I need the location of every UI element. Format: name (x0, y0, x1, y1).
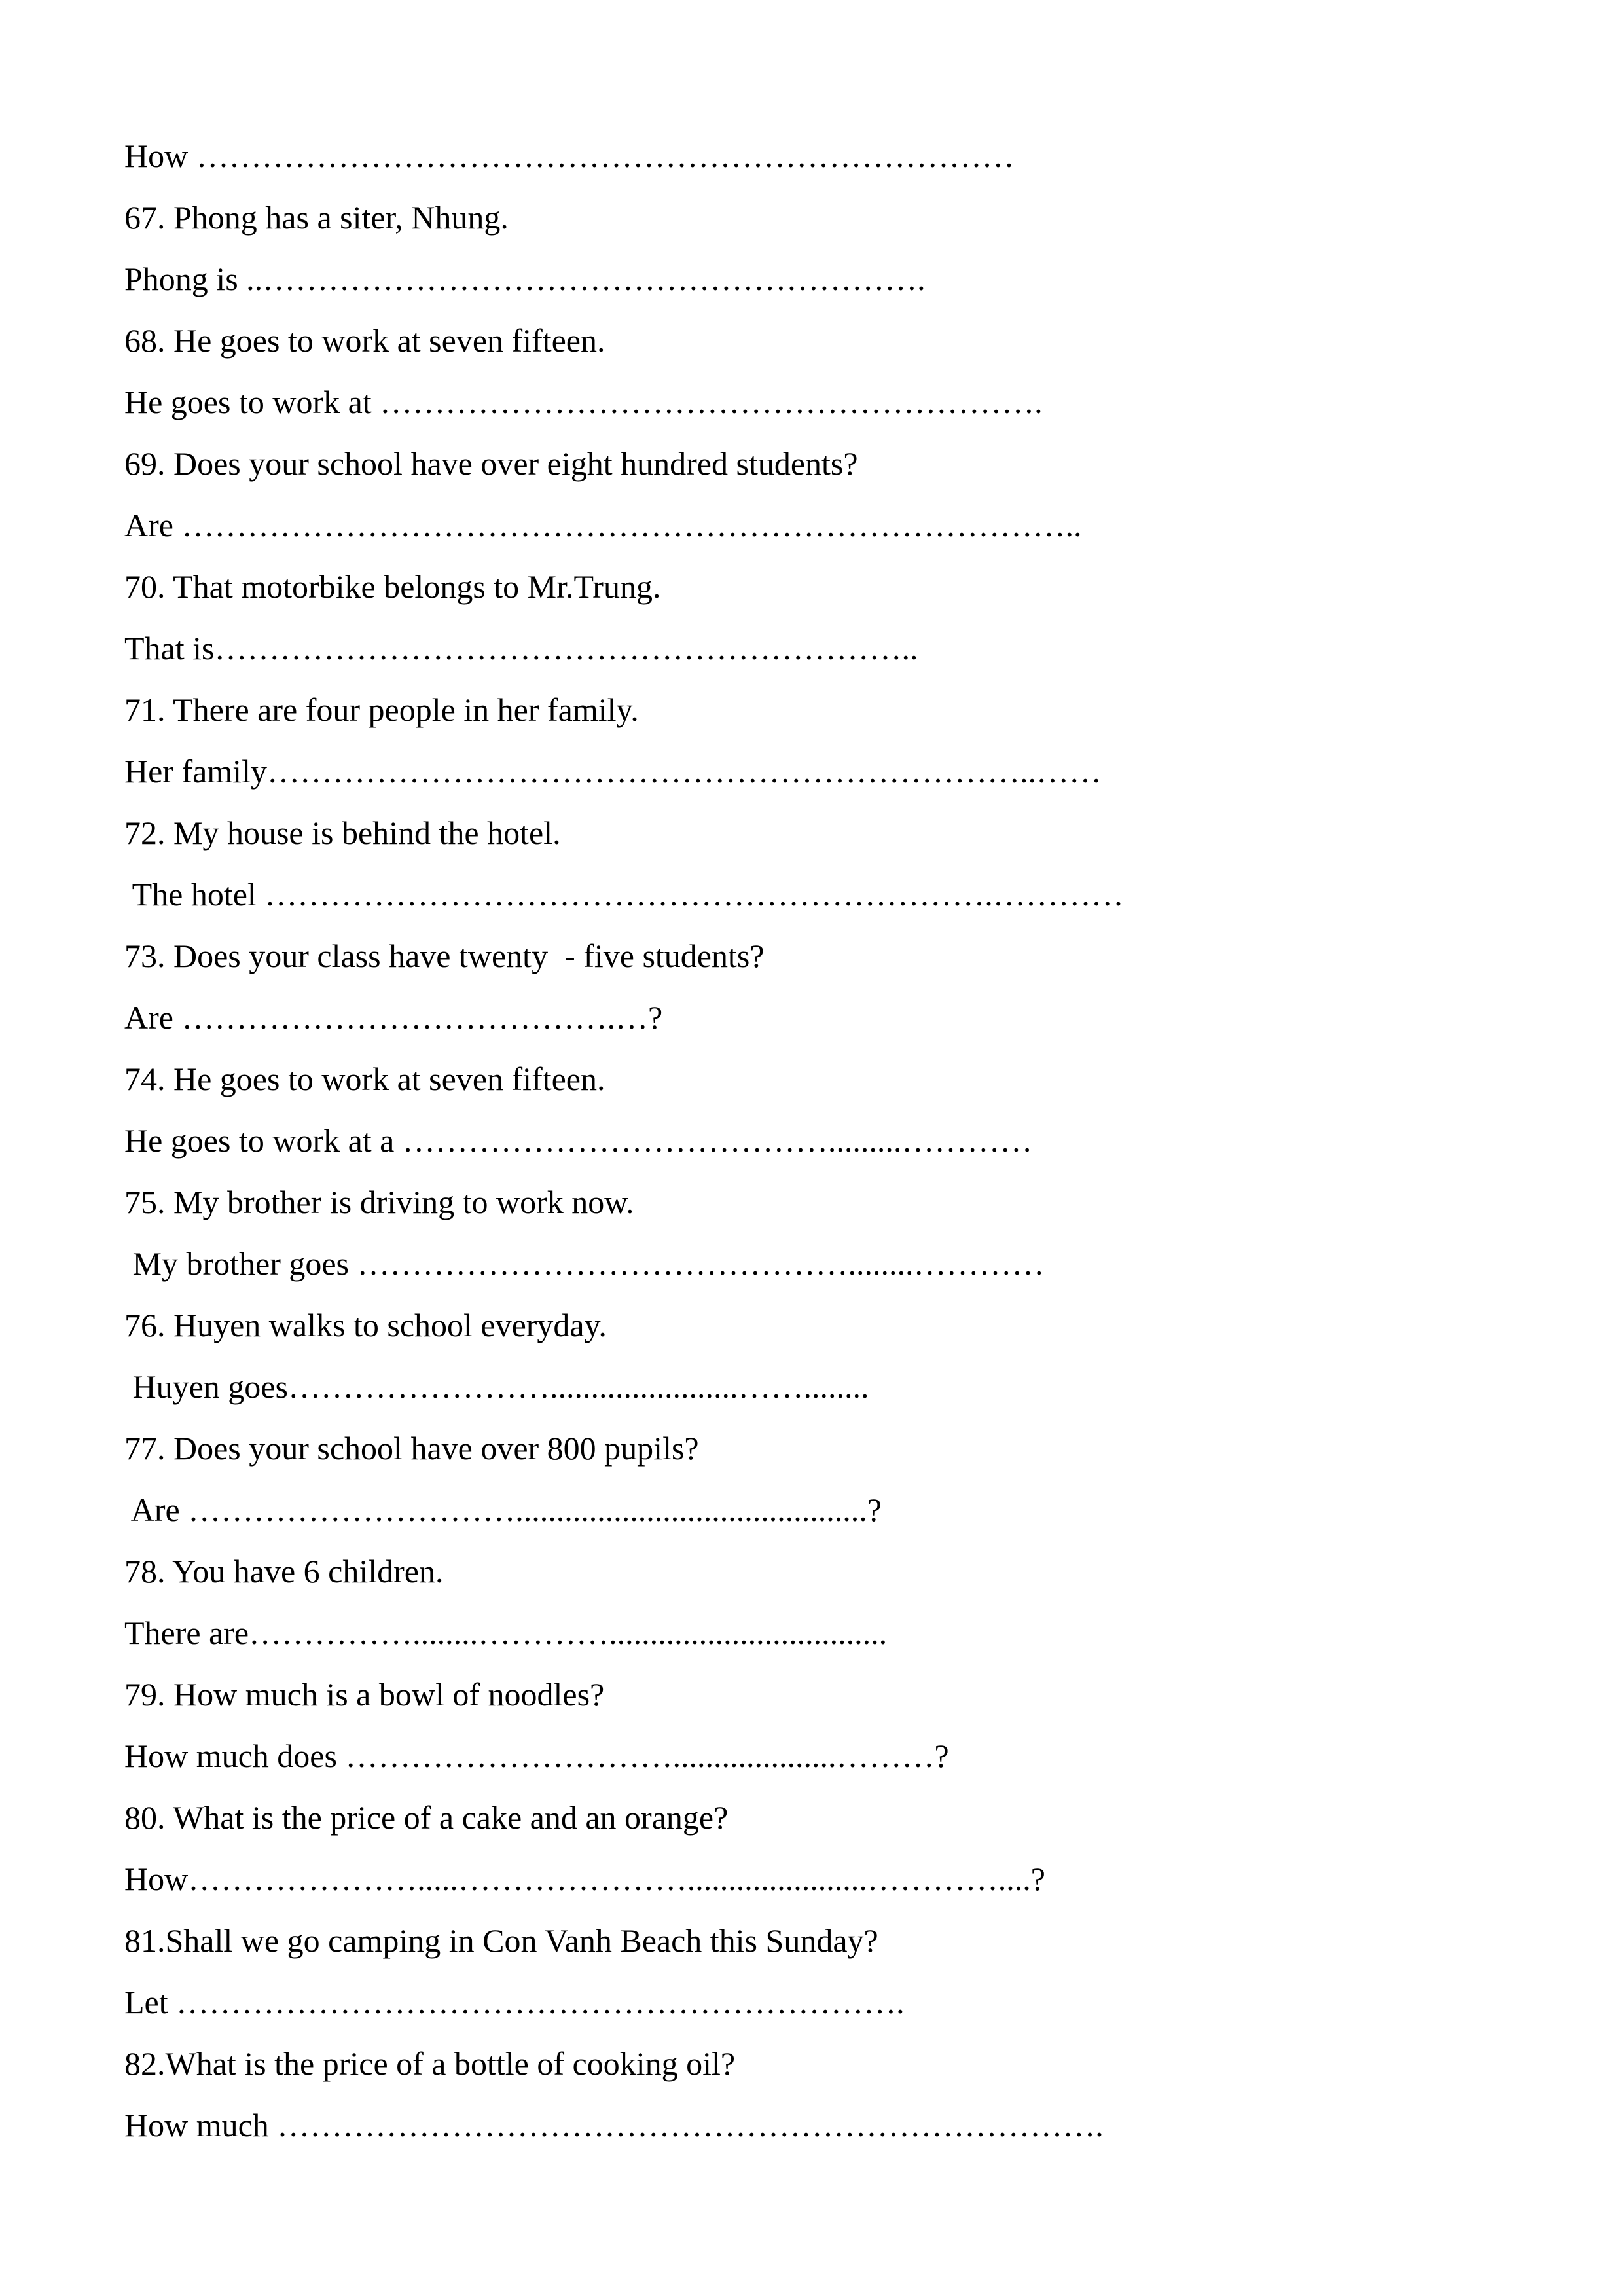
answer-line-73: Are ………………………………….…? (124, 999, 663, 1036)
answer-line-77: Are …………………………...........................................? (124, 1491, 882, 1528)
question-78: 78. You have 6 children. (124, 1553, 444, 1590)
answer-line-71: Her family……………………………………………………………..…… (124, 753, 1102, 790)
question-68: 68. He goes to work at seven fifteen. (124, 322, 605, 359)
answer-line-72: The hotel ………………………………………………………….………… (124, 876, 1124, 913)
question-79: 79. How much is a bowl of noodles? (124, 1676, 605, 1713)
question-69: 69. Does your school have over eight hundred students? (124, 445, 858, 482)
answer-line-82: How much …………………………………………………………………. (124, 2107, 1104, 2143)
question-80: 80. What is the price of a cake and an orange? (124, 1799, 729, 1836)
answer-line-80: How………………….....…………………......................…………....? (124, 1861, 1045, 1897)
answer-line-66: How ………………………………………………………………… (124, 137, 1015, 174)
question-77: 77. Does your school have over 800 pupils? (124, 1430, 699, 1467)
answer-line-78: There are……………........………….................................. (124, 1614, 888, 1651)
question-81: 81.Shall we go camping in Con Vanh Beach this Sunday? (124, 1922, 878, 1959)
answer-line-74: He goes to work at a ………………………………….........………… (124, 1122, 1033, 1159)
question-74: 74. He goes to work at seven fifteen. (124, 1061, 605, 1097)
question-82: 82.What is the price of a bottle of cooking oil? (124, 2045, 736, 2082)
question-76: 76. Huyen walks to school everyday. (124, 1307, 607, 1343)
answer-line-81: Let …………………………………………………………. (124, 1984, 905, 2020)
answer-line-79: How much does …………………………....................………? (124, 1738, 949, 1774)
answer-line-75: My brother goes ………………………………………........………… (124, 1245, 1045, 1282)
question-73: 73. Does your class have twenty - five students? (124, 938, 765, 974)
answer-line-67: Phong is ..……………………………………………………. (124, 261, 926, 297)
question-75: 75. My brother is driving to work now. (124, 1184, 634, 1220)
question-70: 70. That motorbike belongs to Mr.Trung. (124, 568, 661, 605)
question-71: 71. There are four people in her family. (124, 691, 639, 728)
question-67: 67. Phong has a siter, Nhung. (124, 199, 509, 236)
answer-line-76: Huyen goes…………………….......................……........ (124, 1368, 869, 1405)
answer-line-68: He goes to work at ……………………………………………………. (124, 384, 1043, 420)
answer-line-69: Are ……………………………………………………………………….. (124, 507, 1082, 543)
question-72: 72. My house is behind the hotel. (124, 814, 561, 851)
answer-line-70: That is……………………………………………………….. (124, 630, 918, 666)
